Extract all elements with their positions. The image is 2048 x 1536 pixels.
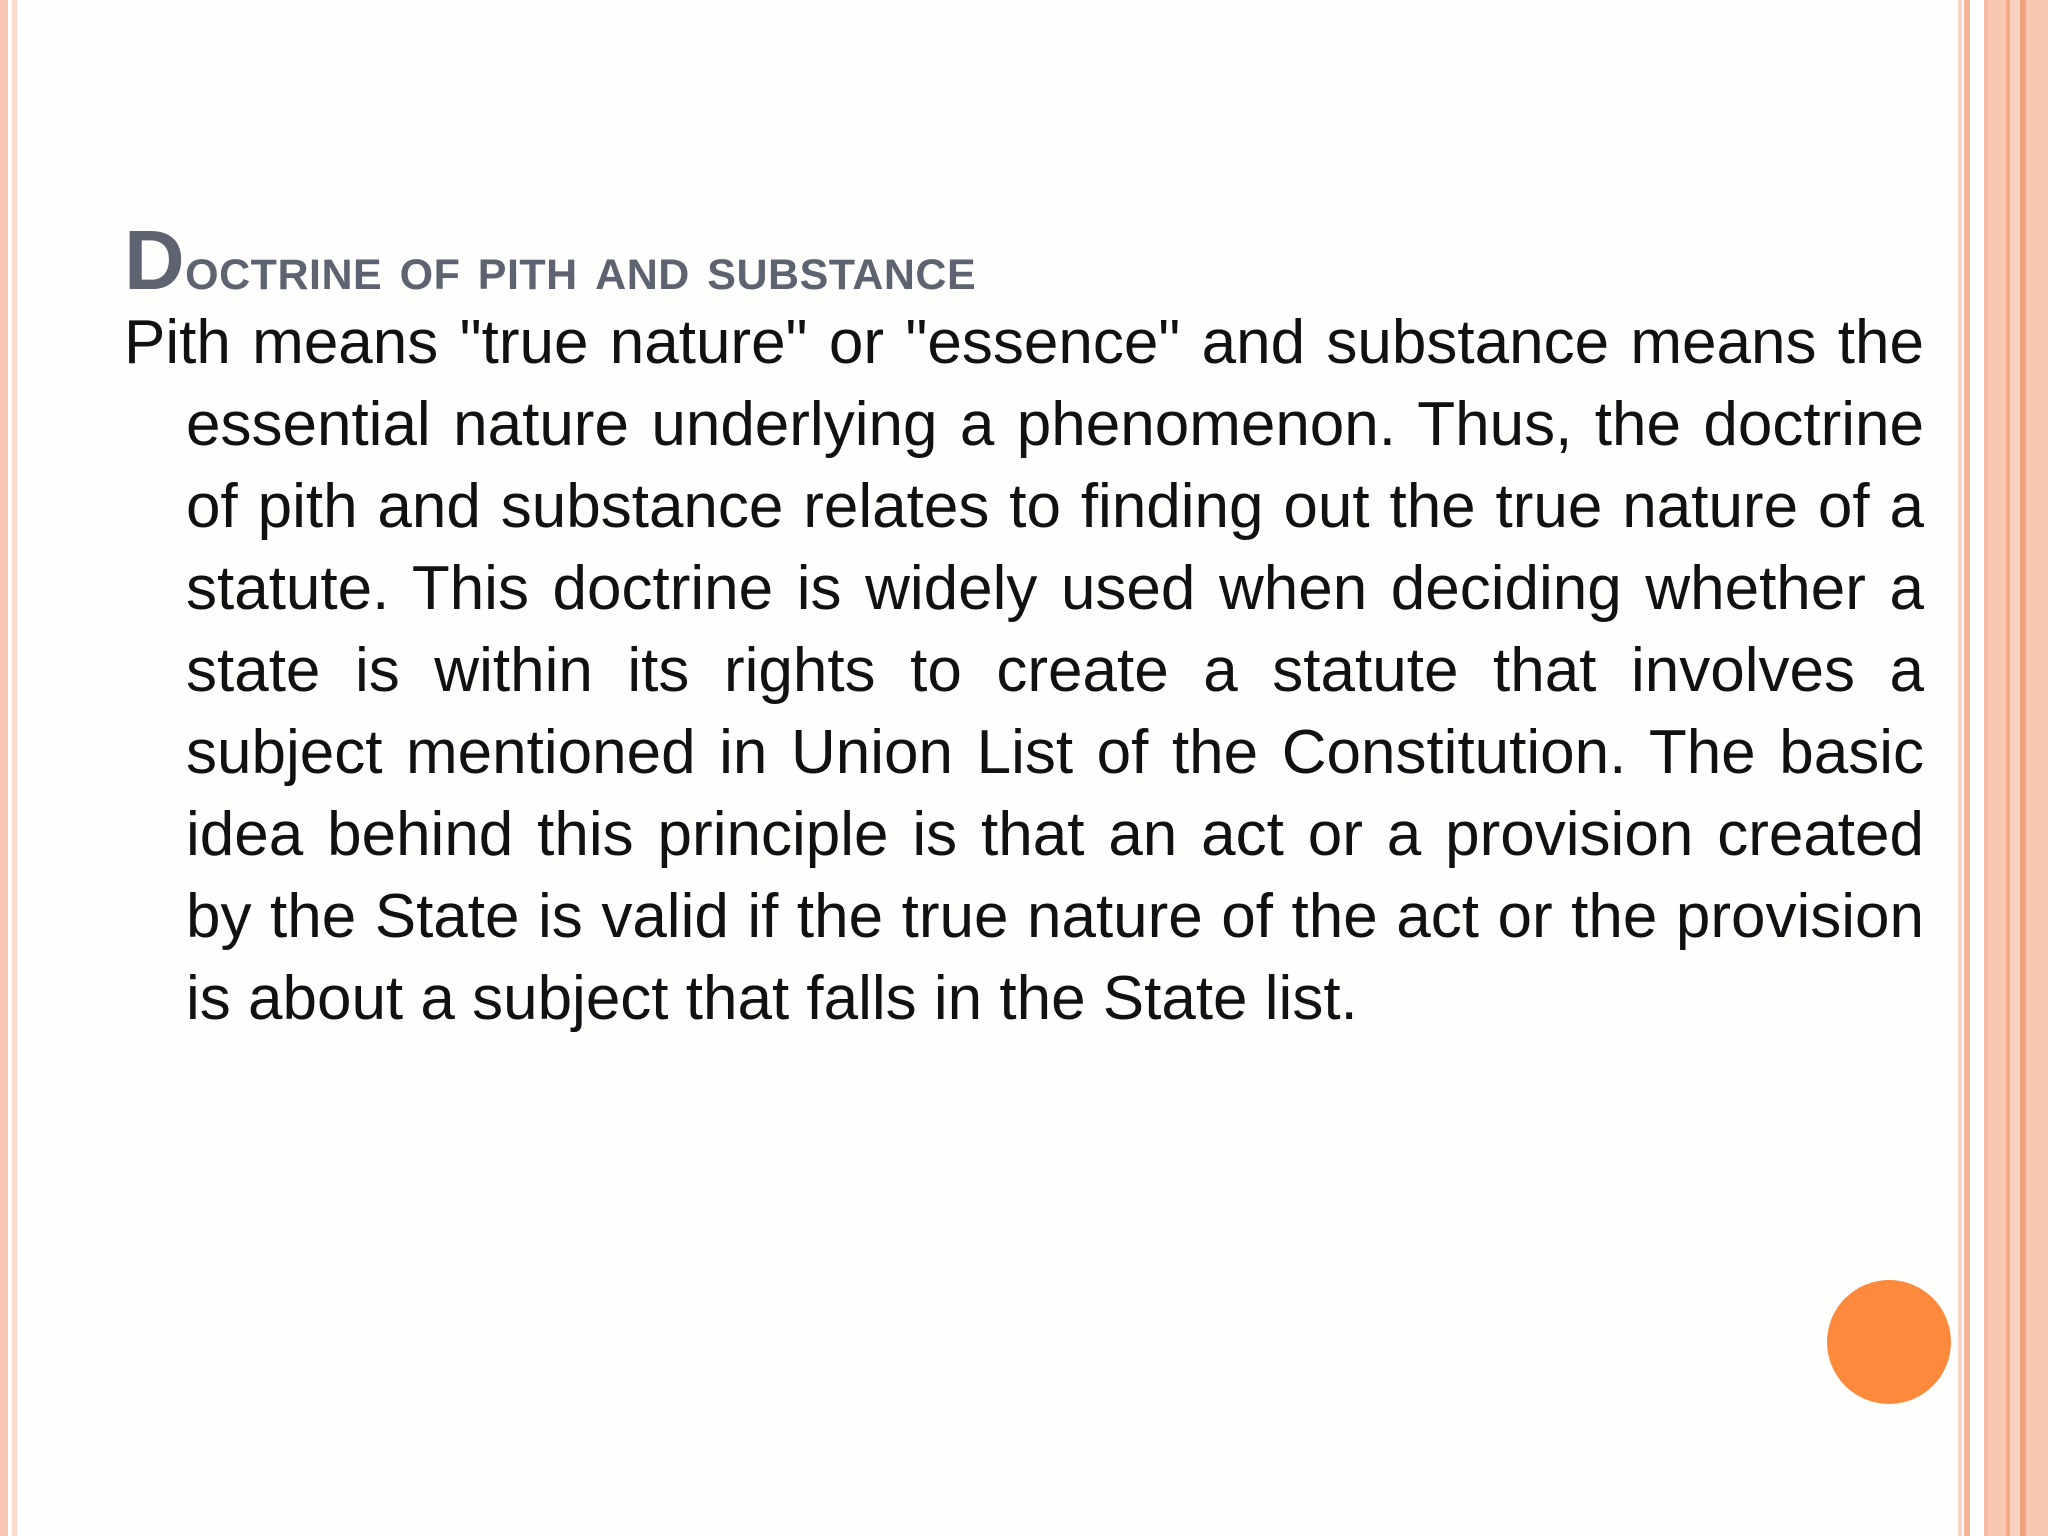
right-decor-stripe (2010, 0, 2020, 1536)
right-decor-stripe (1958, 0, 1962, 1536)
slide-title (124, 214, 976, 306)
right-decor-stripe (1988, 0, 2006, 1536)
left-border-line-inner (12, 0, 17, 1536)
slide-title-initial: D (124, 213, 186, 307)
right-decor-stripe (2026, 0, 2048, 1536)
left-border-line (0, 0, 8, 1536)
slide-title-rest: octrine of pith and substance (185, 234, 977, 302)
orange-circle-decoration (1827, 1280, 1951, 1404)
right-decor-stripe (1970, 0, 1984, 1536)
slide-body-text: Pith means "true nature" or "essence" and substance means the essential nature underlying a phenomenon. Thus, the doctrine of pith and substance relates to finding out the true nature of a statute. This doctrine is widely used when deciding whether a state is within its rights to create a statute that involves a subject mentioned in Union List of the Constitution. The basic idea behind this principle is that an act or a provision created by the State is valid if the true nature of the act or the provision is about a subject that falls in the State list. (124, 308, 1924, 1033)
